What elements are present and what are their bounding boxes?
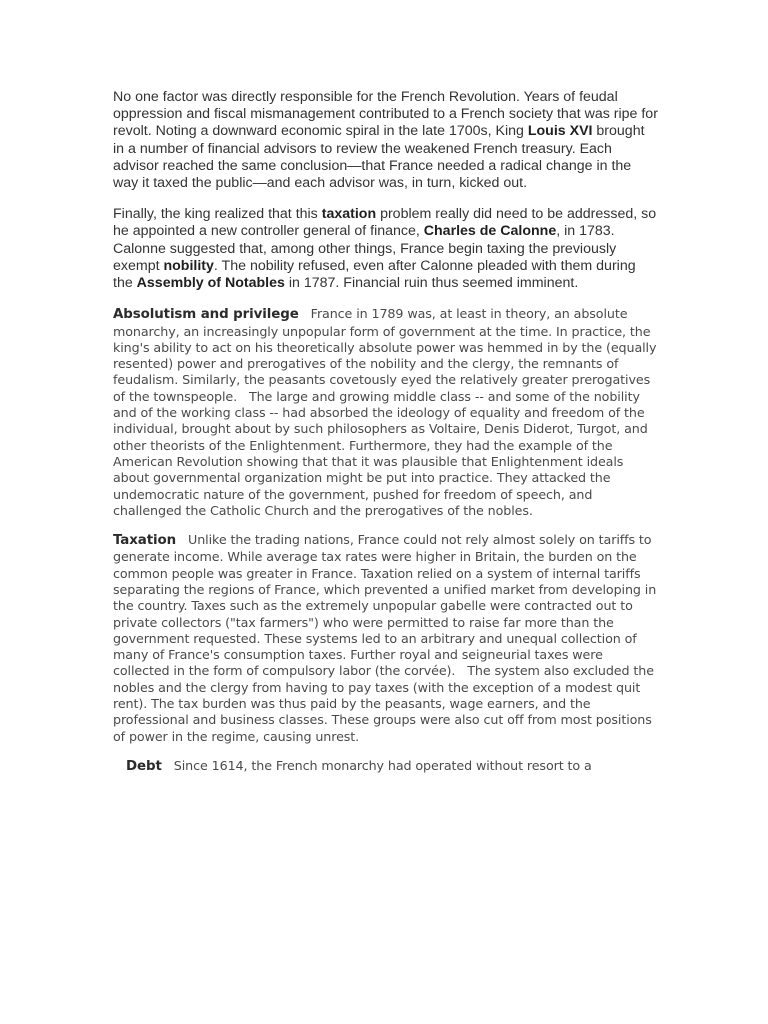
calonne-paragraph (113, 206, 658, 292)
taxation-text-1: Unlike the trading nations, France could not rely almost solely on tariffs to generate income. While average tax rates were higher in Britain, the burden on the common people was greater in France. Taxation relied on a system of internal tariffs separating the regions of France, which prevented a unified market from developing in the country. Taxes such as the extremely unpopular gabelle were contracted out to private collectors ("tax farmers") who were permitted to raise far more than the government requested. These systems led to an arbitrary and unequal collection of many of France's consumption taxes. Further royal and seigneurial taxes were collected in the form of compulsory labor (the corvée). (113, 532, 657, 679)
taxation-paragraph (113, 532, 658, 745)
intro-paragraph (113, 89, 658, 192)
absolutism-text-2: The large and growing middle class -- and some of the nobility and of the working class -- had absorbed the ideology of equality and freedom of the individual, brought about by such philosophers as Voltaire, Denis Diderot, Turgot, and other theorists of the Enlightenment. Furthermore, they had the example of the American Revolution showing that that it was plausible that Enlightenment ideals about governmental organization might be put into practice. They attacked the undemocratic nature of the government, pushed for freedom of speech, and challenged the Catholic Church and the prerogatives of the nobles. (113, 388, 648, 518)
absolutism-paragraph (113, 306, 658, 519)
debt-heading: Debt (126, 758, 162, 774)
debt-text-1: Since 1614, the French monarchy had operated without resort to a (173, 757, 592, 773)
intro-text-1: No one factor was directly responsible for the French Revolution. Years of feudal oppression and fiscal mismanagement contributed to a French society that was ripe for revolt. Noting a downward economic spiral in the late 1700s, King (113, 89, 658, 140)
debt-paragraph (113, 758, 658, 775)
calonne-text-1: Finally, the king realized that this (113, 206, 322, 223)
calonne-text-5: in 1787. Financial ruin thus seemed imminent. (284, 275, 579, 292)
calonne-text-2: problem really did need to be addressed, so he appointed a new controller general of finance, (113, 206, 657, 240)
term-assembly-of-notables: Assembly of Notables (136, 275, 285, 292)
taxation-text-2: The system also excluded the nobles and the clergy from having to pay taxes (with the exception of a modest quit rent). The tax burden was thus paid by the peasants, wage earners, and the professional and business classes. These groups were also cut off from most positions of power in the regime, causing unrest. (113, 663, 654, 744)
document-page (113, 89, 658, 788)
calonne-text-3: , in 1783. Calonne suggested that, among other things, France begin taxing the previously exempt (113, 223, 617, 274)
term-charles-de-calonne: Charles de Calonne (423, 223, 557, 240)
absolutism-text-1: France in 1789 was, at least in theory, an absolute monarchy, an increasingly unpopular form of government at the time. In practice, the king's ability to act on his theoretically absolute power was hemmed in by the (equally resented) power and prerogatives of the nobility and the clergy, the remnants of feudalism. Similarly, the peasants covetously eyed the relatively greater prerogatives of the townspeople. (113, 306, 657, 404)
calonne-text-4: . The nobility refused, even after Calonne pleaded with them during the (113, 257, 636, 292)
term-taxation: taxation (321, 206, 377, 223)
intro-text-2: brought in a number of financial advisors to review the weakened French treasury. Each advisor reached the same conclusion—that France needed a radical change in the way it taxed the public—and each advisor was, in turn, kicked out. (113, 123, 645, 192)
taxation-heading: Taxation (113, 533, 177, 549)
absolutism-heading: Absolutism and privilege (113, 307, 299, 323)
term-nobility: nobility (163, 257, 214, 274)
term-louis-xvi: Louis XVI (527, 123, 593, 140)
